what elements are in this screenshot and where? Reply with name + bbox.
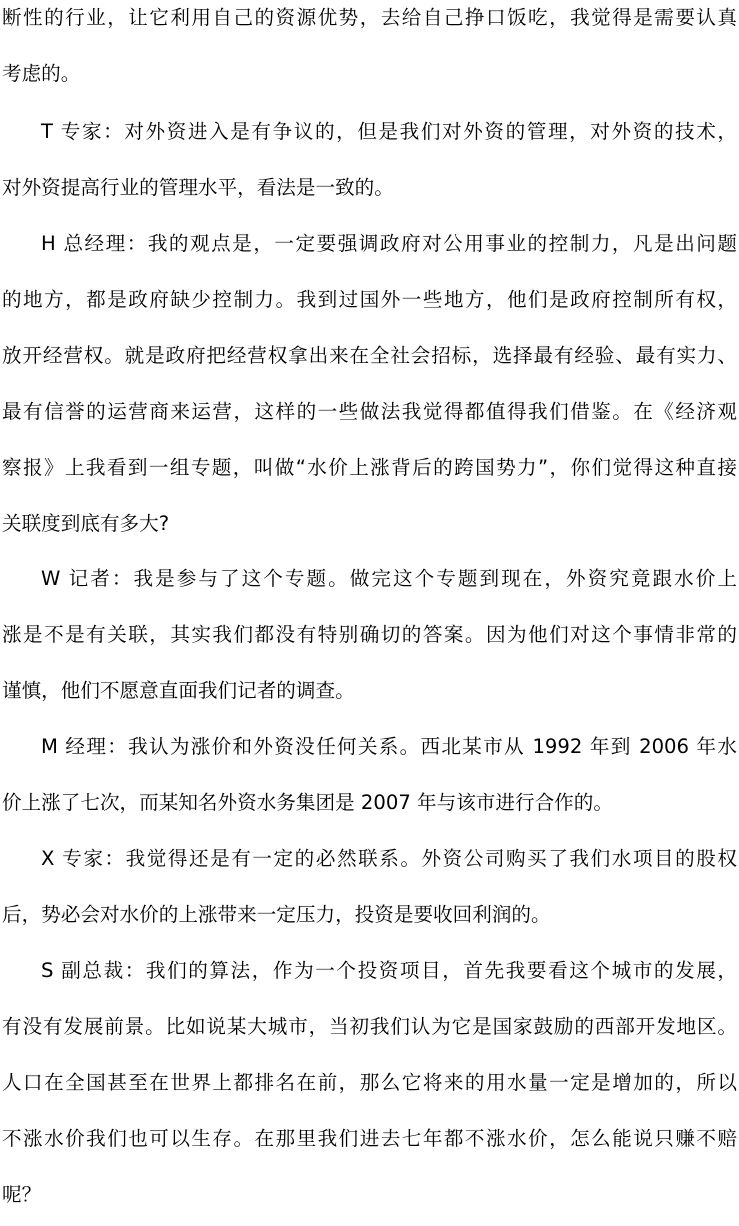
text-line: 关联度到底有多大?	[2, 512, 170, 535]
text-line: 察报》上我看到一组专题，叫做“水价上涨背后的跨国势力”，你们觉得这种直接	[2, 456, 737, 479]
text-line: 价上涨了七次，而某知名外资水务集团是 2007 年与该市进行合作的。	[2, 791, 613, 814]
text-line: X 专家：我觉得还是有一定的必然联系。外资公司购买了我们水项目的股权	[41, 847, 737, 870]
text-line: 谨慎，他们不愿意直面我们记者的调查。	[2, 679, 355, 702]
text-line: T 专家：对外资进入是有争议的，但是我们对外资的管理，对外资的技术，	[41, 120, 737, 143]
text-line: 断性的行业，让它利用自己的资源优势，去给自己挣口饭吃，我觉得是需要认真	[2, 6, 737, 29]
text-line: 考虑的。	[2, 62, 81, 85]
text-line: 不涨水价我们也可以生存。在那里我们进去七年都不涨水价，怎么能说只赚不赔	[2, 1127, 737, 1150]
text-line: W 记者：我是参与了这个专题。做完这个专题到现在，外资究竟跟水价上	[41, 567, 737, 590]
text-line: 呢？	[2, 1183, 42, 1206]
text-line: 对外资提高行业的管理水平，看法是一致的。	[2, 176, 394, 199]
text-line: 放开经营权。就是政府把经营权拿出来在全社会招标，选择最有经验、最有实力、	[2, 344, 737, 367]
text-line: 人口在全国甚至在世界上都排名在前，那么它将来的用水量一定是增加的，所以	[2, 1071, 737, 1094]
text-line: M 经理：我认为涨价和外资没任何关系。西北某市从 1992 年到 2006 年水	[41, 735, 737, 758]
text-line: S 副总裁：我们的算法，作为一个投资项目，首先我要看这个城市的发展，	[41, 959, 737, 982]
text-line: 有没有发展前景。比如说某大城市，当初我们认为它是国家鼓励的西部开发地区。	[2, 1015, 737, 1038]
text-line: H 总经理：我的观点是，一定要强调政府对公用事业的控制力，凡是出问题	[41, 232, 737, 255]
text-line: 涨是不是有关联，其实我们都没有特别确切的答案。因为他们对这个事情非常的	[2, 623, 737, 646]
text-line: 后，势必会对水价的上涨带来一定压力，投资是要收回利润的。	[2, 903, 551, 926]
text-line: 最有信誉的运营商来运营，这样的一些做法我觉得都值得我们借鉴。在《经济观	[2, 400, 737, 423]
text-line: 的地方，都是政府缺少控制力。我到过国外一些地方，他们是政府控制所有权，	[2, 288, 737, 311]
